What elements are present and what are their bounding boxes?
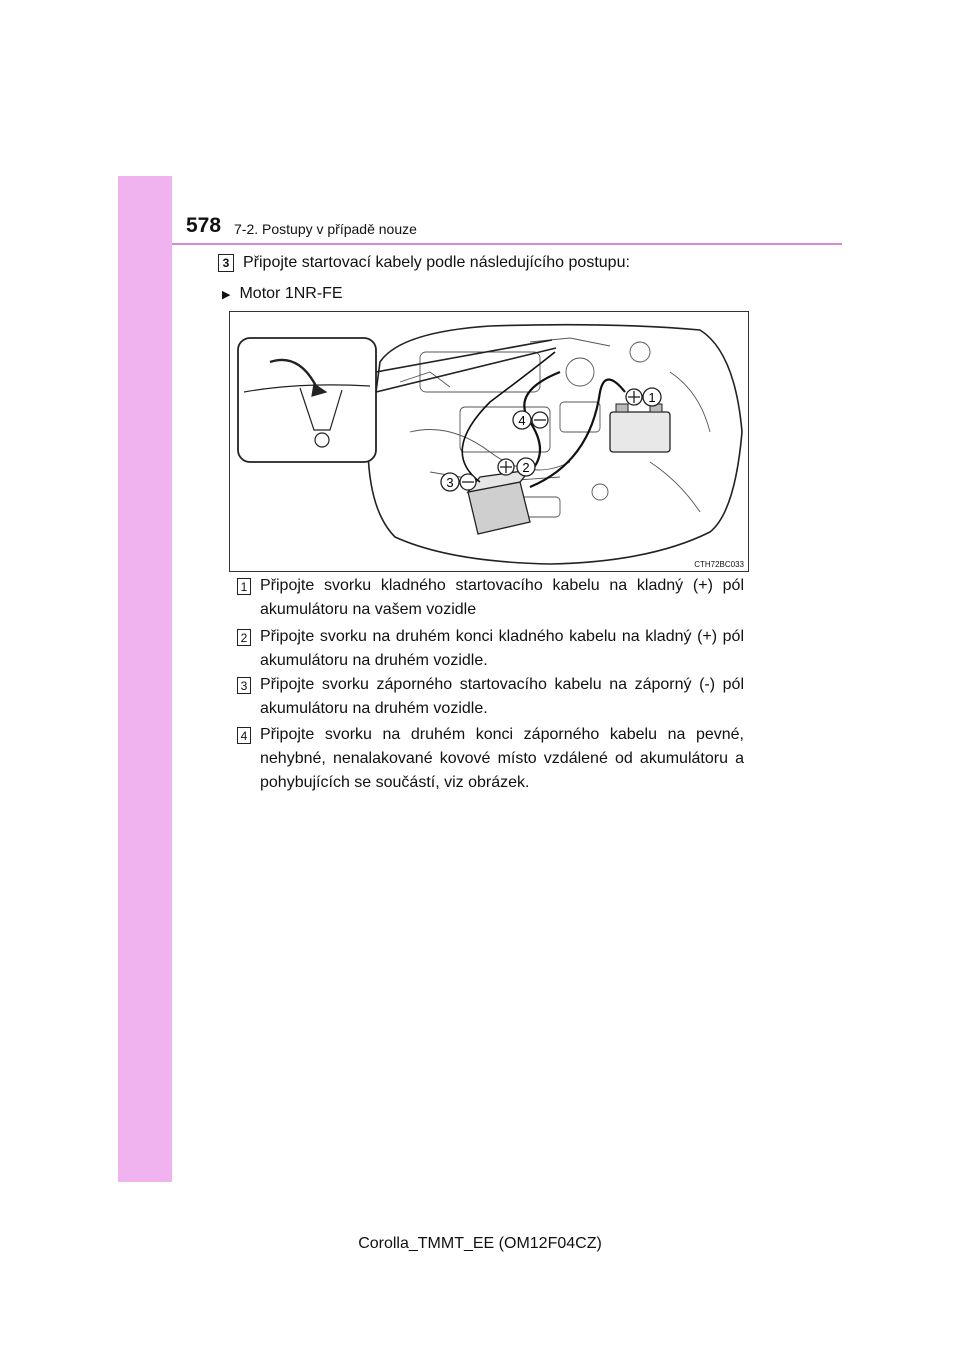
hood-outline <box>368 325 742 564</box>
step-number-badge: 3 <box>218 254 234 272</box>
inset-connector-bottom <box>376 348 556 392</box>
callout-4-label: 4 <box>518 413 526 428</box>
figure-code: CTH72BC033 <box>694 560 744 569</box>
side-tab <box>118 176 172 1182</box>
instruction-1-text: Připojte svorku kladného startovacího kabelu na kladný (+) pól akumulátoru na vašem vozidle <box>260 577 744 618</box>
engine-bay-illustration <box>229 311 749 572</box>
instruction-3-text: Připojte svorku záporného startovacího kabelu na záporný (-) pól akumulátoru na druhém vozidle. <box>260 676 744 717</box>
step-text: Připojte startovací kabely podle následujícího postupu: <box>243 254 630 271</box>
callout-3-negative <box>441 473 476 491</box>
instruction-4-badge: 4 <box>237 727 251 744</box>
instruction-4-text: Připojte svorku na druhém konci záporného kabelu na pevné, nehybné, nenalakované kovové místo vzdálené od akumulátoru a pohybujících se součástí, viz obrázek. <box>260 726 744 791</box>
instruction-3-badge: 3 <box>237 677 251 694</box>
own-battery <box>610 404 670 452</box>
engine-bay-drawing <box>230 312 748 571</box>
header-divider <box>172 243 842 245</box>
callout-3-label: 3 <box>446 475 454 490</box>
callout-1-positive <box>626 388 661 406</box>
instruction-2-text: Připojte svorku na druhém konci kladného kabelu na kladný (+) pól akumulátoru na druhém vozidle. <box>260 628 744 669</box>
callout-4-negative <box>513 411 548 429</box>
footer-document-id: Corolla_TMMT_EE (OM12F04CZ) <box>358 1235 602 1252</box>
instruction-2-badge: 2 <box>237 629 251 646</box>
detail-inset <box>238 338 376 462</box>
triangle-bullet-icon: ▶ <box>222 288 231 301</box>
callout-1-label: 1 <box>648 390 656 405</box>
section-title: 7-2. Postupy v případě nouze <box>234 221 417 237</box>
engine-variant-label: Motor 1NR-FE <box>239 285 343 302</box>
callout-2-label: 2 <box>522 460 530 475</box>
page-number: 578 <box>186 214 222 237</box>
engine-variant <box>222 285 343 303</box>
instruction-1-badge: 1 <box>237 578 251 595</box>
